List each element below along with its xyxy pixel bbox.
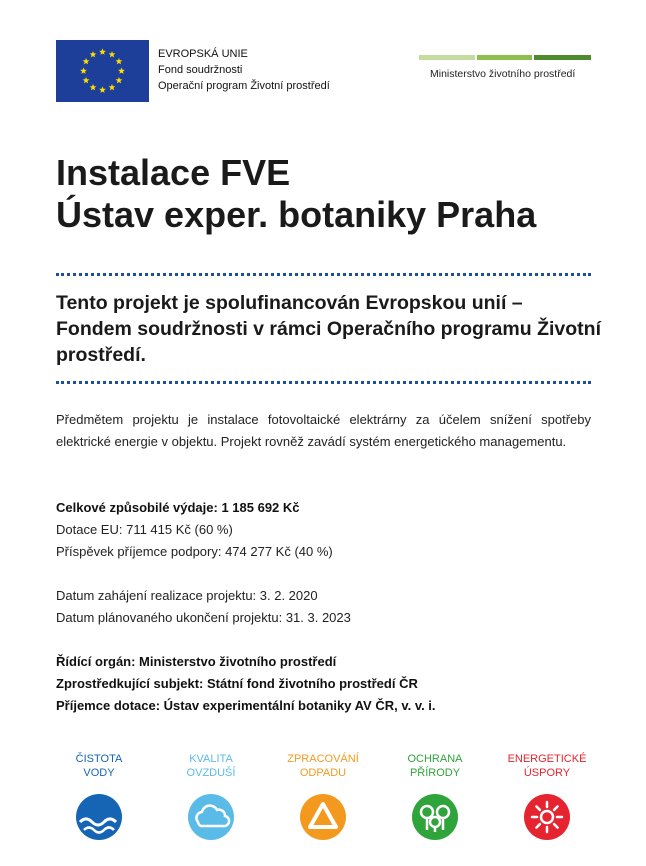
eu-star bbox=[80, 67, 87, 74]
eu-star bbox=[83, 58, 90, 65]
priority-label-line: ÚSPORY bbox=[523, 767, 571, 779]
priority-label bbox=[383, 752, 487, 782]
eu-flag-logo bbox=[56, 40, 149, 102]
grant-recipient: Příjemce dotace: Ústav experimentální botaniky AV ČR, v. v. i. bbox=[56, 698, 436, 713]
waste-icon bbox=[300, 794, 346, 840]
energy-icon bbox=[524, 794, 570, 840]
sun-ray bbox=[554, 824, 558, 828]
sun-ray bbox=[536, 824, 540, 828]
eu-line: Operační program Životní prostředí bbox=[158, 80, 330, 92]
eu-stars-icon bbox=[56, 40, 149, 102]
priority-label bbox=[495, 752, 599, 782]
sun-ray bbox=[554, 806, 558, 810]
priority-label-line: OVZDUŠÍ bbox=[186, 767, 236, 779]
ministry-bar-segment bbox=[419, 55, 475, 60]
eu-star bbox=[109, 51, 116, 58]
eu-star bbox=[118, 67, 125, 74]
priority-label-line: ČISTOTA bbox=[75, 753, 123, 765]
eu-star bbox=[116, 77, 123, 84]
priority-label-line: ZPRACOVÁNÍ bbox=[287, 753, 359, 765]
priority-label-line: KVALITA bbox=[189, 753, 233, 765]
priority-label bbox=[271, 752, 375, 782]
priority-energy bbox=[495, 752, 599, 840]
priority-label-line: ODPADU bbox=[299, 767, 347, 779]
priority-label bbox=[159, 752, 263, 782]
eu-star bbox=[83, 77, 90, 84]
dotted-divider bbox=[56, 381, 591, 384]
priority-label-line: ENERGETICKÉ bbox=[507, 753, 587, 765]
eu-star bbox=[90, 51, 97, 58]
eu-star bbox=[99, 86, 106, 93]
eu-star bbox=[116, 58, 123, 65]
nature-icon bbox=[412, 794, 458, 840]
recipient-contribution: Příspěvek příjemce podpory: 474 277 Kč (40 %) bbox=[56, 544, 333, 559]
eu-line: EVROPSKÁ UNIE bbox=[158, 48, 248, 60]
air-icon bbox=[188, 794, 234, 840]
total-costs: Celkové způsobilé výdaje: 1 185 692 Kč bbox=[56, 500, 300, 515]
priority-label-line: OCHRANA bbox=[407, 753, 463, 765]
eu-star bbox=[109, 84, 116, 91]
eu-star bbox=[99, 48, 106, 55]
ministry-bar-segment bbox=[534, 55, 591, 60]
priority-water bbox=[47, 752, 151, 840]
title-line: Instalace FVE bbox=[56, 152, 291, 193]
eu-grant: Dotace EU: 711 415 Kč (60 %) bbox=[56, 522, 233, 537]
end-date: Datum plánovaného ukončení projektu: 31. 3. 2023 bbox=[56, 610, 351, 625]
priority-waste bbox=[271, 752, 375, 840]
priority-label-line: PŘÍRODY bbox=[409, 767, 461, 779]
priority-nature bbox=[383, 752, 487, 840]
project-description: Předmětem projektu je instalace fotovoltaické elektrárny za účelem snížení spotřeby elektrické energie v objektu. Projekt rovněž zavádí systém energetického managementu. bbox=[56, 412, 591, 449]
priority-label bbox=[47, 752, 151, 782]
priority-label-line: VODY bbox=[83, 767, 115, 779]
cofinancing-statement: Tento projekt je spolufinancován Evropskou unií – Fondem soudržnosti v rámci Operačního programu Životní prostředí. bbox=[56, 292, 601, 366]
water-icon bbox=[76, 794, 122, 840]
priority-air bbox=[159, 752, 263, 840]
managing-authority: Řídící orgán: Ministerstvo životního prostředí bbox=[56, 654, 337, 669]
eu-line: Fond soudržnosti bbox=[158, 64, 243, 76]
sun-ray bbox=[536, 806, 540, 810]
project-title bbox=[56, 152, 616, 236]
ministry-logo-bar bbox=[419, 55, 591, 60]
dotted-divider bbox=[56, 273, 591, 276]
start-date: Datum zahájení realizace projektu: 3. 2. 2020 bbox=[56, 588, 318, 603]
eu-star bbox=[90, 84, 97, 91]
eu-programme-text bbox=[158, 46, 330, 94]
title-line: Ústav exper. botaniky Praha bbox=[56, 194, 537, 235]
intermediate-body: Zprostředkující subjekt: Státní fond životního prostředí ČR bbox=[56, 676, 418, 691]
ministry-name: Ministerstvo životního prostředí bbox=[430, 68, 576, 80]
ministry-bar-segment bbox=[477, 55, 532, 60]
